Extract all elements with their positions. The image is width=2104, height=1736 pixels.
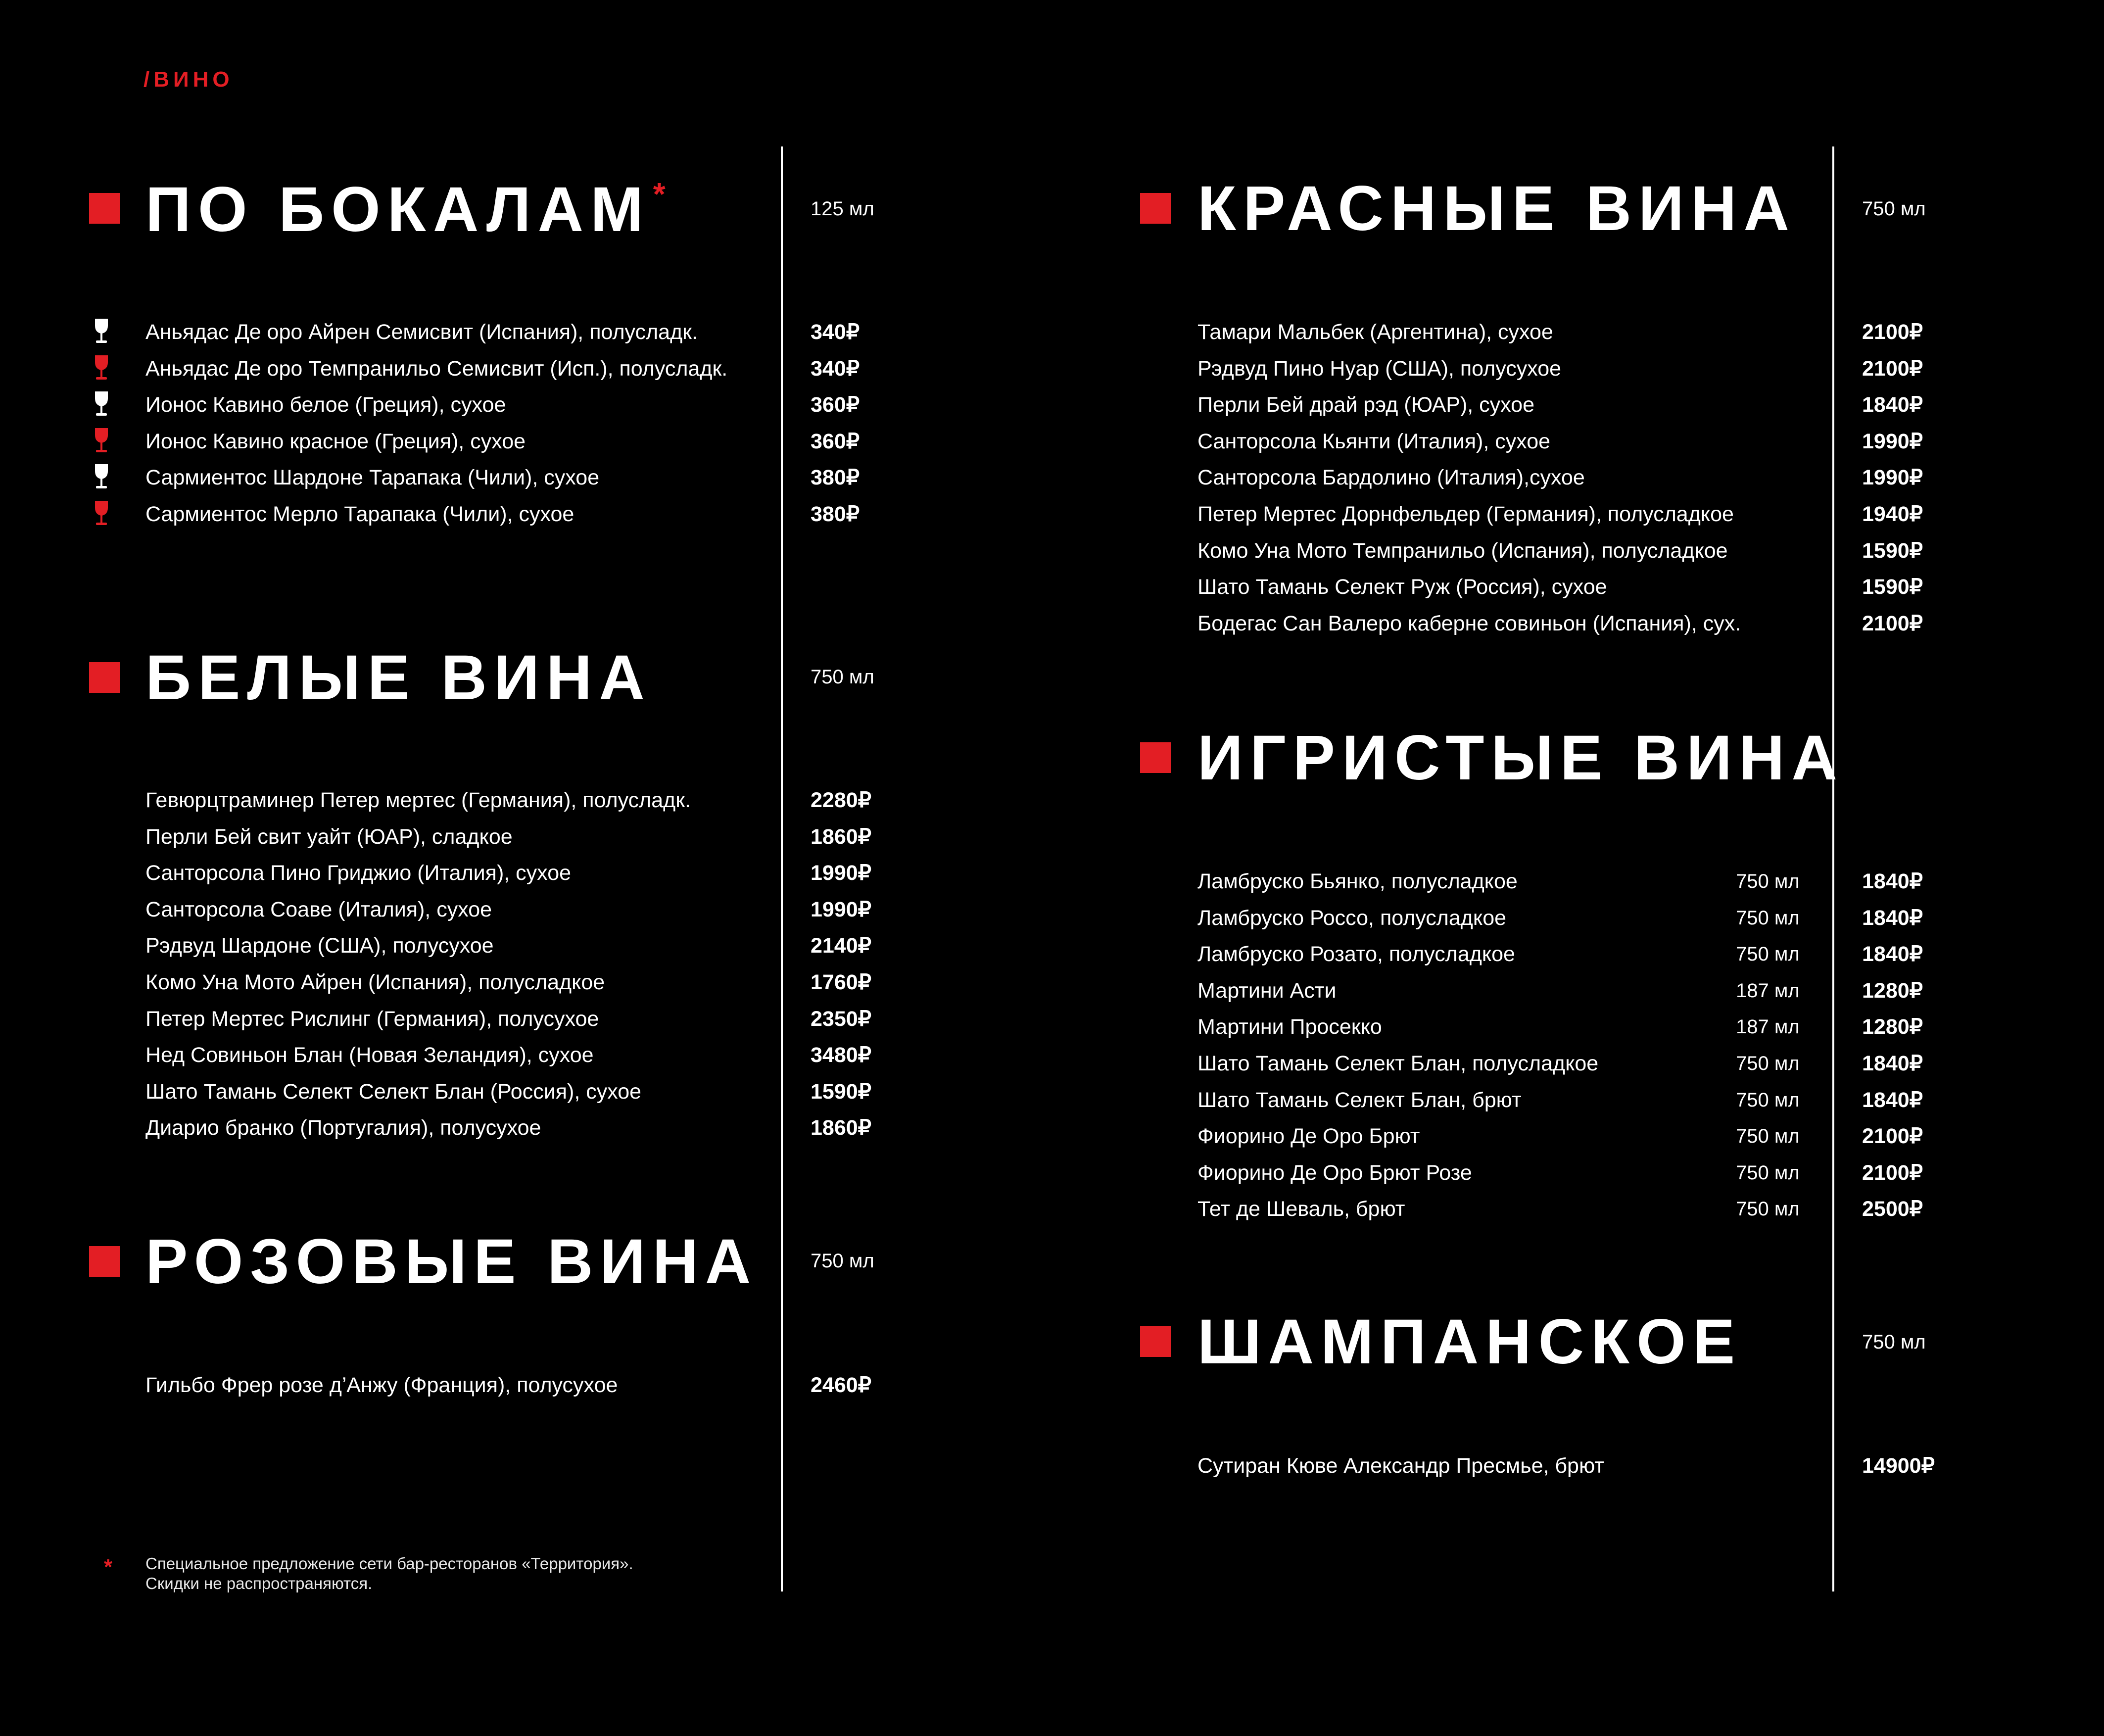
section-volume: 750 мл <box>1862 198 1926 220</box>
section-title: РОЗОВЫЕ ВИНА <box>145 1226 758 1297</box>
item-price: 1590₽ <box>1862 575 1923 599</box>
item-price: 1840₽ <box>1862 1088 1923 1112</box>
item-price: 380₽ <box>811 502 860 526</box>
item-name: Комо Уна Мото Темпранильо (Испания), полусладкое <box>1197 539 1728 563</box>
item-name: Мартини Асти <box>1197 979 1337 1003</box>
footnote <box>145 1554 633 1593</box>
menu-item <box>0 936 2104 972</box>
item-name: Перли Бей свит уайт (ЮАР), сладкое <box>145 825 513 849</box>
item-price: 1590₽ <box>811 1080 872 1104</box>
asterisk-mark: * <box>653 176 666 212</box>
footnote-line: Специальное предложение сети бар-ресторанов «Территория». <box>145 1554 633 1573</box>
item-price: 1990₽ <box>811 861 872 885</box>
item-name: Диарио бранко (Португалия), полусухое <box>145 1116 541 1140</box>
item-name: Сутиран Кюве Александр Пресмье, брют <box>1197 1454 1604 1478</box>
item-name: Петер Мертес Рислинг (Германия), полусухое <box>145 1007 599 1031</box>
item-price: 1860₽ <box>811 1116 872 1140</box>
section-marker <box>1140 1326 1171 1357</box>
item-price: 1990₽ <box>1862 430 1923 453</box>
item-price: 1760₽ <box>811 970 872 994</box>
item-name: Шато Тамань Селект Селект Блан (Россия), сухое <box>145 1080 642 1104</box>
item-name: Фиорино Де Оро Брют Розе <box>1197 1161 1472 1185</box>
menu-item <box>0 423 2104 460</box>
item-name: Ламбруско Розато, полусладкое <box>1197 942 1515 966</box>
menu-item <box>0 605 2104 642</box>
item-volume: 187 мл <box>1736 1016 1800 1038</box>
menu-item <box>0 496 2104 532</box>
item-price: 2500₽ <box>1862 1197 1923 1221</box>
item-name: Санторсола Бардолино (Италия),сухое <box>1197 466 1585 489</box>
item-name: Гевюрцтраминер Петер мертес (Германия), полусладк. <box>145 788 691 812</box>
item-name: Санторсола Соаве (Италия), сухое <box>145 898 492 921</box>
item-name: Перли Бей драй рэд (ЮАР), сухое <box>1197 393 1535 417</box>
item-volume: 187 мл <box>1736 980 1800 1002</box>
item-name: Фиорино Де Оро Брют <box>1197 1124 1420 1148</box>
item-price: 340₽ <box>811 320 860 344</box>
menu-item <box>0 972 2104 1009</box>
item-volume: 750 мл <box>1736 943 1800 965</box>
item-price: 1840₽ <box>1862 1052 1923 1075</box>
section-volume: 750 мл <box>1862 1331 1926 1353</box>
item-price: 2350₽ <box>811 1007 872 1031</box>
item-name: Шато Тамань Селект Блан, брют <box>1197 1088 1522 1112</box>
item-name: Мартини Просекко <box>1197 1015 1382 1039</box>
footnote-line: Скидки не распространяются. <box>145 1574 373 1592</box>
item-name: Комо Уна Мото Айрен (Испания), полусладкое <box>145 970 605 994</box>
menu-item <box>0 386 2104 423</box>
menu-item <box>0 1191 2104 1227</box>
menu-item <box>0 1155 2104 1191</box>
item-name: Аньядас Де оро Айрен Семисвит (Испания), полусладк. <box>145 320 698 344</box>
menu-item <box>0 900 2104 936</box>
menu-item <box>0 350 2104 387</box>
item-price: 2100₽ <box>1862 1124 1923 1148</box>
item-volume: 750 мл <box>1736 1125 1800 1147</box>
item-name: Петер Мертес Дорнфельдер (Германия), полусладкое <box>1197 502 1734 526</box>
item-price: 1940₽ <box>1862 502 1923 526</box>
item-name: Сармиентос Шардоне Тарапака (Чили), сухое <box>145 466 600 489</box>
menu-item <box>0 314 2104 350</box>
section-marker <box>89 662 120 693</box>
item-volume: 750 мл <box>1736 1053 1800 1074</box>
section-title: ИГРИСТЫЕ ВИНА <box>1197 723 1844 793</box>
item-name: Аньядас Де оро Темпранильо Семисвит (Исп.), полусладк. <box>145 357 728 381</box>
item-name: Санторсола Кьянти (Италия), сухое <box>1197 430 1551 453</box>
menu-item <box>0 1447 2104 1484</box>
item-name: Рэдвуд Пино Нуар (США), полусухое <box>1197 357 1562 381</box>
item-name: Сармиентос Мерло Тарапака (Чили), сухое <box>145 502 574 526</box>
menu-item <box>0 1367 2104 1403</box>
item-price: 2100₽ <box>1862 612 1923 635</box>
menu-item <box>0 1118 2104 1155</box>
item-price: 3480₽ <box>811 1043 872 1067</box>
item-name: Ионос Кавино красное (Греция), сухое <box>145 430 526 453</box>
section-volume: 750 мл <box>811 666 874 688</box>
section-title: ПО БОКАЛАМ* <box>145 174 666 245</box>
menu-item <box>0 569 2104 605</box>
item-name: Санторсола Пино Гриджио (Италия), сухое <box>145 861 572 885</box>
section-marker <box>1140 742 1171 773</box>
item-price: 1990₽ <box>1862 466 1923 489</box>
section-marker <box>89 1246 120 1277</box>
item-volume: 750 мл <box>1736 870 1800 892</box>
item-price: 360₽ <box>811 430 860 453</box>
item-price: 2460₽ <box>811 1373 872 1397</box>
item-volume: 750 мл <box>1736 1198 1800 1220</box>
item-price: 2100₽ <box>1862 320 1923 344</box>
item-price: 2100₽ <box>1862 1161 1923 1185</box>
menu-item <box>0 819 2104 855</box>
item-price: 340₽ <box>811 357 860 381</box>
section-title: КРАСНЫЕ ВИНА <box>1197 173 1796 244</box>
item-price: 360₽ <box>811 393 860 417</box>
section-volume: 750 мл <box>811 1250 874 1272</box>
section-marker <box>1140 193 1171 224</box>
section-title: БЕЛЫЕ ВИНА <box>145 642 652 713</box>
item-name: Рэдвуд Шардоне (США), полусухое <box>145 934 494 958</box>
item-name: Шато Тамань Селект Руж (Россия), сухое <box>1197 575 1607 599</box>
menu-item <box>0 1082 2104 1118</box>
item-price: 1840₽ <box>1862 906 1923 930</box>
page-category-label: /ВИНО <box>143 67 234 92</box>
footnote-asterisk: * <box>104 1555 113 1579</box>
item-price: 2280₽ <box>811 788 872 812</box>
item-name: Ионос Кавино белое (Греция), сухое <box>145 393 506 417</box>
item-price: 1840₽ <box>1862 942 1923 966</box>
item-price: 1280₽ <box>1862 979 1923 1003</box>
item-name: Ламбруско Бьянко, полусладкое <box>1197 869 1518 893</box>
item-name: Тет де Шеваль, брют <box>1197 1197 1405 1221</box>
item-price: 1280₽ <box>1862 1015 1923 1039</box>
item-name: Бодегас Сан Валеро каберне совиньон (Испания), сух. <box>1197 612 1741 635</box>
menu-item <box>0 1045 2104 1082</box>
item-volume: 750 мл <box>1736 907 1800 929</box>
section-title: ШАМПАНСКОЕ <box>1197 1306 1742 1377</box>
item-name: Нед Совиньон Блан (Новая Зеландия), сухое <box>145 1043 594 1067</box>
section-marker <box>89 193 120 224</box>
menu-item <box>0 1009 2104 1045</box>
item-price: 1840₽ <box>1862 393 1923 417</box>
item-price: 2100₽ <box>1862 357 1923 381</box>
item-price: 380₽ <box>811 466 860 489</box>
menu-item <box>0 863 2104 900</box>
item-name: Тамари Мальбек (Аргентина), сухое <box>1197 320 1553 344</box>
item-volume: 750 мл <box>1736 1162 1800 1184</box>
item-name: Гильбо Фрер розе д’Анжу (Франция), полусухое <box>145 1373 618 1397</box>
item-volume: 750 мл <box>1736 1089 1800 1111</box>
section-volume: 125 мл <box>811 198 874 220</box>
item-name: Шато Тамань Селект Блан, полусладкое <box>1197 1052 1599 1075</box>
item-name: Ламбруско Россо, полусладкое <box>1197 906 1507 930</box>
item-price: 1840₽ <box>1862 869 1923 893</box>
item-price: 1590₽ <box>1862 539 1923 563</box>
item-price: 1860₽ <box>811 825 872 849</box>
menu-item <box>0 459 2104 496</box>
item-price: 1990₽ <box>811 898 872 921</box>
item-price: 2140₽ <box>811 934 872 958</box>
item-price: 14900₽ <box>1862 1454 1935 1478</box>
menu-item <box>0 532 2104 569</box>
